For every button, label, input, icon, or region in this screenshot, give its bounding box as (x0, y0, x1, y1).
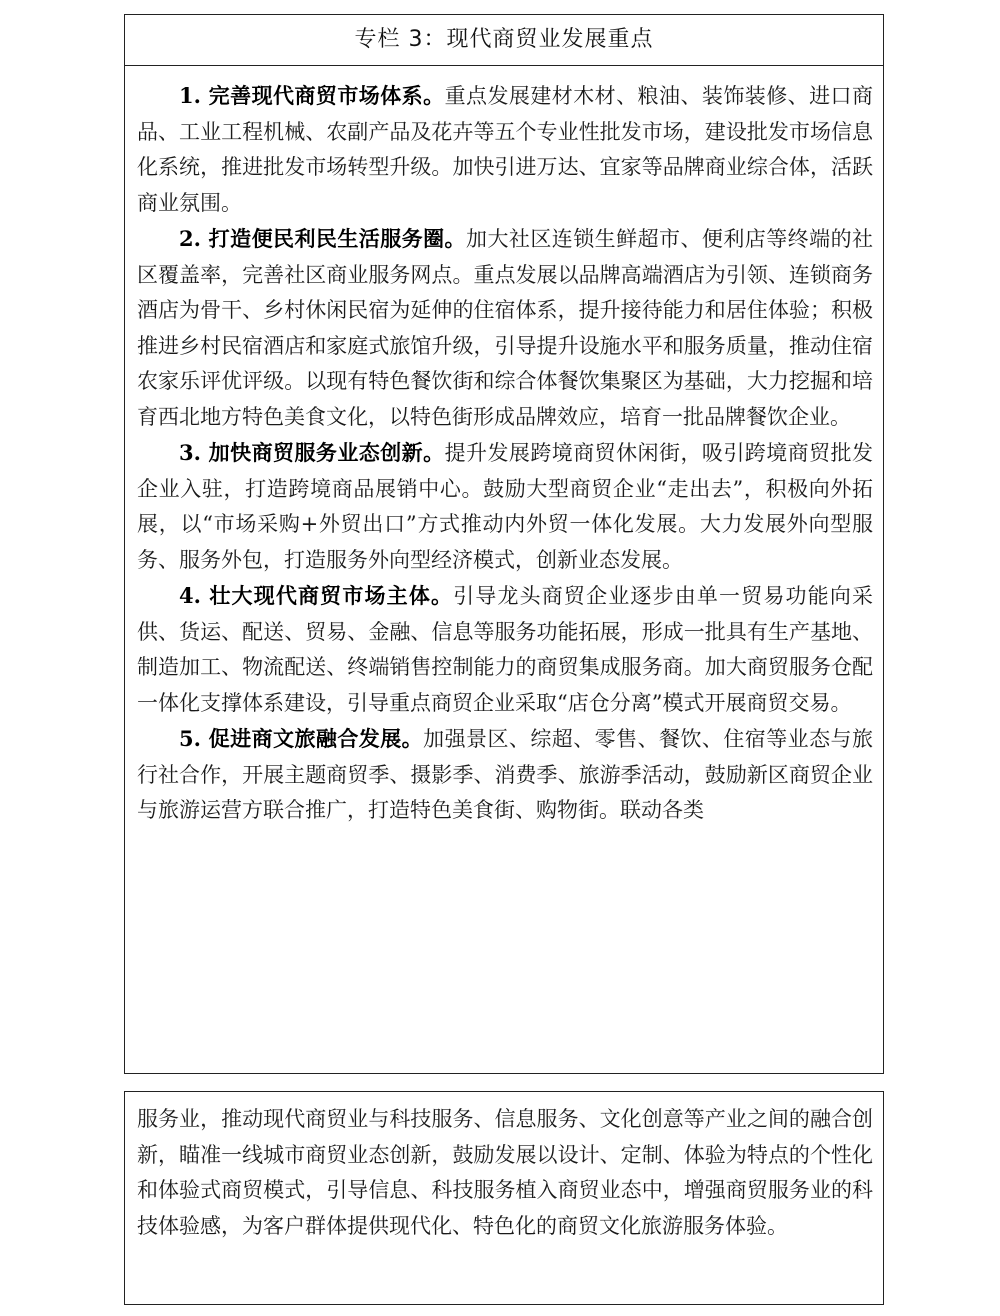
column-body (125, 66, 883, 829)
paragraph-4-text: 引导龙头商贸企业逐步由单一贸易功能向采供、货运、配送、贸易、金融、信息等服务功能拓展，形成一批具有生产基地、制造加工、物流配送、终端销售控制能力的商贸集成服务商。加大商贸服务仓配一体化支撑体系建设，引导重点商贸企业采取“店仓分离”模式开展商贸交易。 (137, 584, 873, 715)
paragraph-3-heading: 3. 加快商贸服务业态创新。 (179, 440, 445, 465)
paragraph-1-text: 重点发展建材木材、粮油、装饰装修、进口商品、工业工程机械、农副产品及花卉等五个专业性批发市场，建设批发市场信息化系统，推进批发市场转型升级。加快引进万达、宜家等品牌商业综合体，活跃商业氛围。 (137, 84, 873, 215)
paragraph-3-text: 提升发展跨境商贸休闲街，吸引跨境商贸批发企业入驻，打造跨境商品展销中心。鼓励大型商贸企业“走出去”，积极向外拓展，以“市场采购+外贸出口”方式推动内外贸一体化发展。大力发展外向型服务、服务外包，打造服务外向型经济模式，创新业态发展。 (137, 441, 873, 572)
column-body-continued (125, 1092, 883, 1244)
column-box (124, 14, 884, 1074)
paragraph-2-text: 加大社区连锁生鲜超市、便利店等终端的社区覆盖率，完善社区商业服务网点。重点发展以品牌高端酒店为引领、连锁商务酒店为骨干、乡村休闲民宿为延伸的住宿体系，提升接待能力和居住体验；积极推进乡村民宿酒店和家庭式旅馆升级，引导提升设施水平和服务质量，推动住宿农家乐评优评级。以现有特色餐饮街和综合体餐饮集聚区为基础，大力挖掘和培育西北地方特色美食文化，以特色街形成品牌效应，培育一批品牌餐饮企业。 (137, 227, 874, 429)
paragraph-2 (137, 221, 873, 435)
column-box-continued (124, 1091, 884, 1305)
paragraph-1-heading: 1. 完善现代商贸市场体系。 (179, 83, 445, 108)
paragraph-4-heading: 4. 壮大现代商贸市场主体。 (179, 583, 454, 608)
paragraph-1 (137, 78, 873, 221)
paragraph-5-text: 加强景区、综超、零售、餐饮、住宿等业态与旅行社合作，开展主题商贸季、摄影季、消费季、旅游季活动，鼓励新区商贸企业与旅游运营方联合推广，打造特色美食街、购物街。联动各类 (137, 727, 874, 822)
paragraph-3 (137, 435, 873, 578)
paragraph-5 (137, 721, 873, 829)
paragraph-4 (137, 578, 873, 721)
paragraph-5-heading: 5. 促进商文旅融合发展。 (179, 726, 424, 751)
continuation-text: 服务业，推动现代商贸业与科技服务、信息服务、文化创意等产业之间的融合创新，瞄准一线城市商贸业态创新，鼓励发展以设计、定制、体验为特点的个性化和体验式商贸模式，引导信息、科技服务植入商贸业态中，增强商贸服务业的科技体验感，为客户群体提供现代化、特色化的商贸文化旅游服务体验。 (137, 1107, 873, 1238)
column-title: 专栏 3：现代商贸业发展重点 (125, 15, 883, 66)
paragraph-2-heading: 2. 打造便民利民生活服务圈。 (179, 226, 467, 251)
